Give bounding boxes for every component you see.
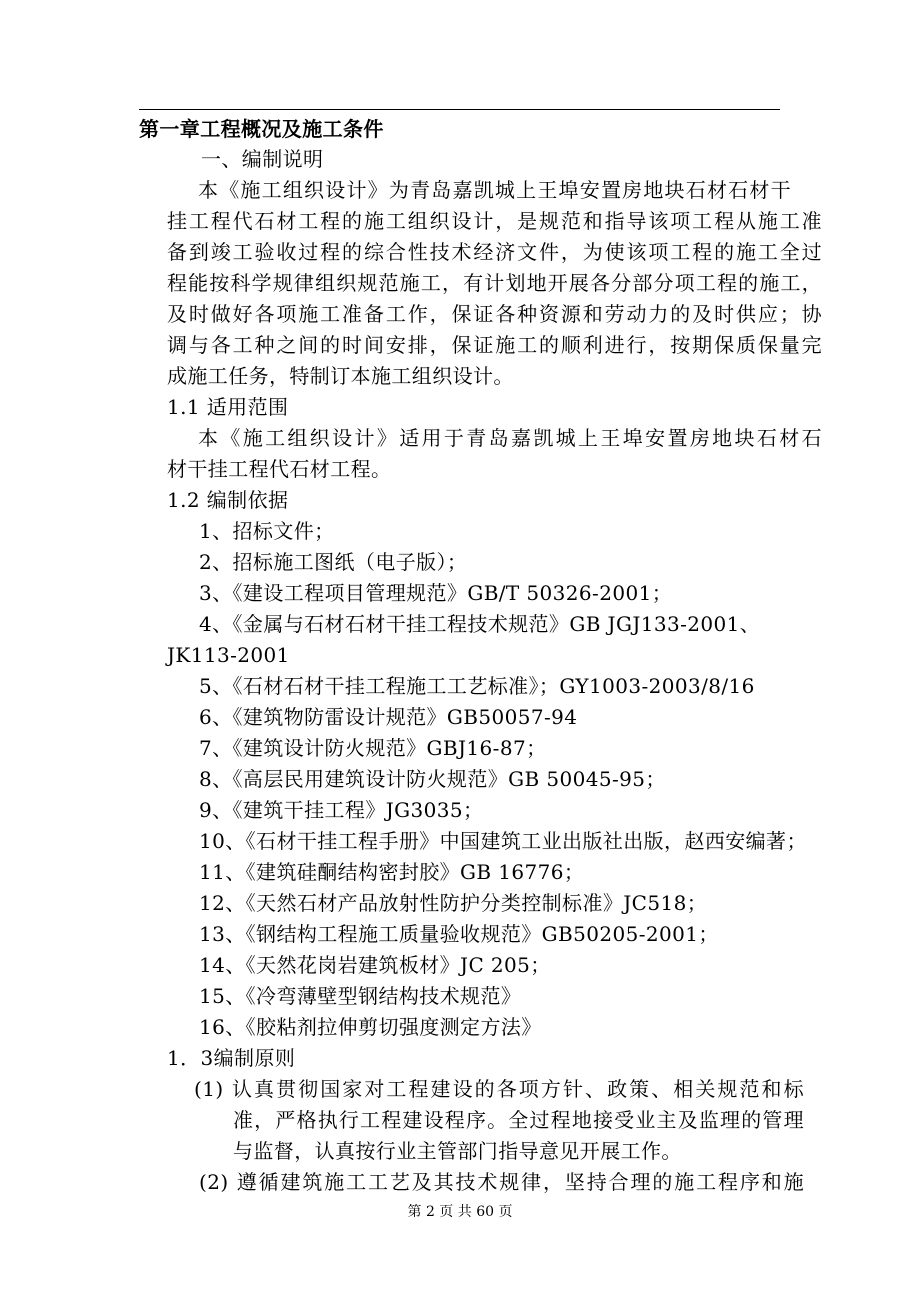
paragraph-line: 程能按科学规律组织规范施工，有计划地开展各分部分项工程的施工， [167, 271, 822, 295]
paragraph-line: 本《施工组织设计》适用于青岛嘉凯城上王埠安置房地块石材石 [198, 426, 822, 450]
list-item: 16、《胶粘剂拉伸剪切强度测定方法》 [199, 1015, 542, 1039]
chapter-title: 第一章工程概况及施工条件 [139, 117, 384, 141]
paragraph-line: 成施工任务，特制订本施工组织设计。 [167, 364, 514, 388]
list-item: 15、《冷弯薄壁型钢结构技术规范》 [199, 984, 522, 1008]
list-item: 2、招标施工图纸（电子版）； [199, 550, 468, 574]
list-item: 11、《建筑硅酮结构密封胶》GB 16776； [199, 860, 585, 884]
paragraph-line: 调与各工种之间的时间安排，保证施工的顺利进行，按期保质保量完 [167, 333, 822, 357]
list-item: 1、招标文件； [199, 519, 335, 543]
section-title-shiyong-fanwei: 1.1 适用范围 [167, 395, 289, 419]
list-item: 5、《石材石材干挂工程施工工艺标准》；GY1003-2003/8/16 [199, 674, 755, 698]
list-item: 14、《天然花岗岩建筑板材》JC 205； [199, 953, 551, 977]
principle-line: (1) 认真贯彻国家对工程建设的各项方针、政策、相关规范和标 [194, 1077, 804, 1101]
page-footer: 第 2 页 共 60 页 [407, 1204, 513, 1220]
section-title-bianzhi-yiju: 1.2 编制依据 [167, 488, 289, 512]
paragraph-line: 本《施工组织设计》为青岛嘉凯城上王埠安置房地块石材石材干 [198, 178, 791, 202]
header-rule [139, 109, 780, 110]
list-item: 13、《钢结构工程施工质量验收规范》GB50205-2001； [199, 922, 719, 946]
list-item-continuation: JK113-2001 [167, 643, 290, 667]
paragraph-line: 挂工程代石材工程的施工组织设计，是规范和指导该项工程从施工准 [167, 209, 822, 233]
list-item: 6、《建筑物防雷设计规范》GB50057-94 [199, 705, 578, 729]
paragraph-line: 材干挂工程代石材工程。 [167, 457, 392, 481]
section-title-bianzhi-yuanze: 1．3编制原则 [167, 1046, 296, 1070]
list-item: 10、《石材干挂工程手册》中国建筑工业出版社出版，赵西安编著； [199, 829, 807, 853]
list-item: 3、《建设工程项目管理规范》GB/T 50326-2001； [199, 581, 673, 605]
section-title-bianzhi-shuoming: 一、编制说明 [201, 147, 324, 171]
paragraph-line: 备到竣工验收过程的综合性技术经济文件，为使该项工程的施工全过 [167, 240, 822, 264]
principle-line: 准，严格执行工程建设程序。全过程地接受业主及监理的管理 [233, 1108, 804, 1132]
list-item: 8、《高层民用建筑设计防火规范》GB 50045-95； [199, 767, 666, 791]
list-item: 12、《天然石材产品放射性防护分类控制标准》JC518； [199, 891, 708, 915]
paragraph-line: 及时做好各项施工准备工作，保证各种资源和劳动力的及时供应；协 [167, 302, 822, 326]
principle-line: 与监督，认真按行业主管部门指导意见开展工作。 [233, 1139, 682, 1163]
list-item: 7、《建筑设计防火规范》GBJ16-87； [199, 736, 547, 760]
principle-line: (2) 遵循建筑施工工艺及其技术规律，坚持合理的施工程序和施 [199, 1170, 804, 1194]
list-item: 9、《建筑干挂工程》JG3035； [199, 798, 484, 822]
list-item: 4、《金属与石材石材干挂工程技术规范》GB JGJ133-2001、 [199, 612, 761, 636]
